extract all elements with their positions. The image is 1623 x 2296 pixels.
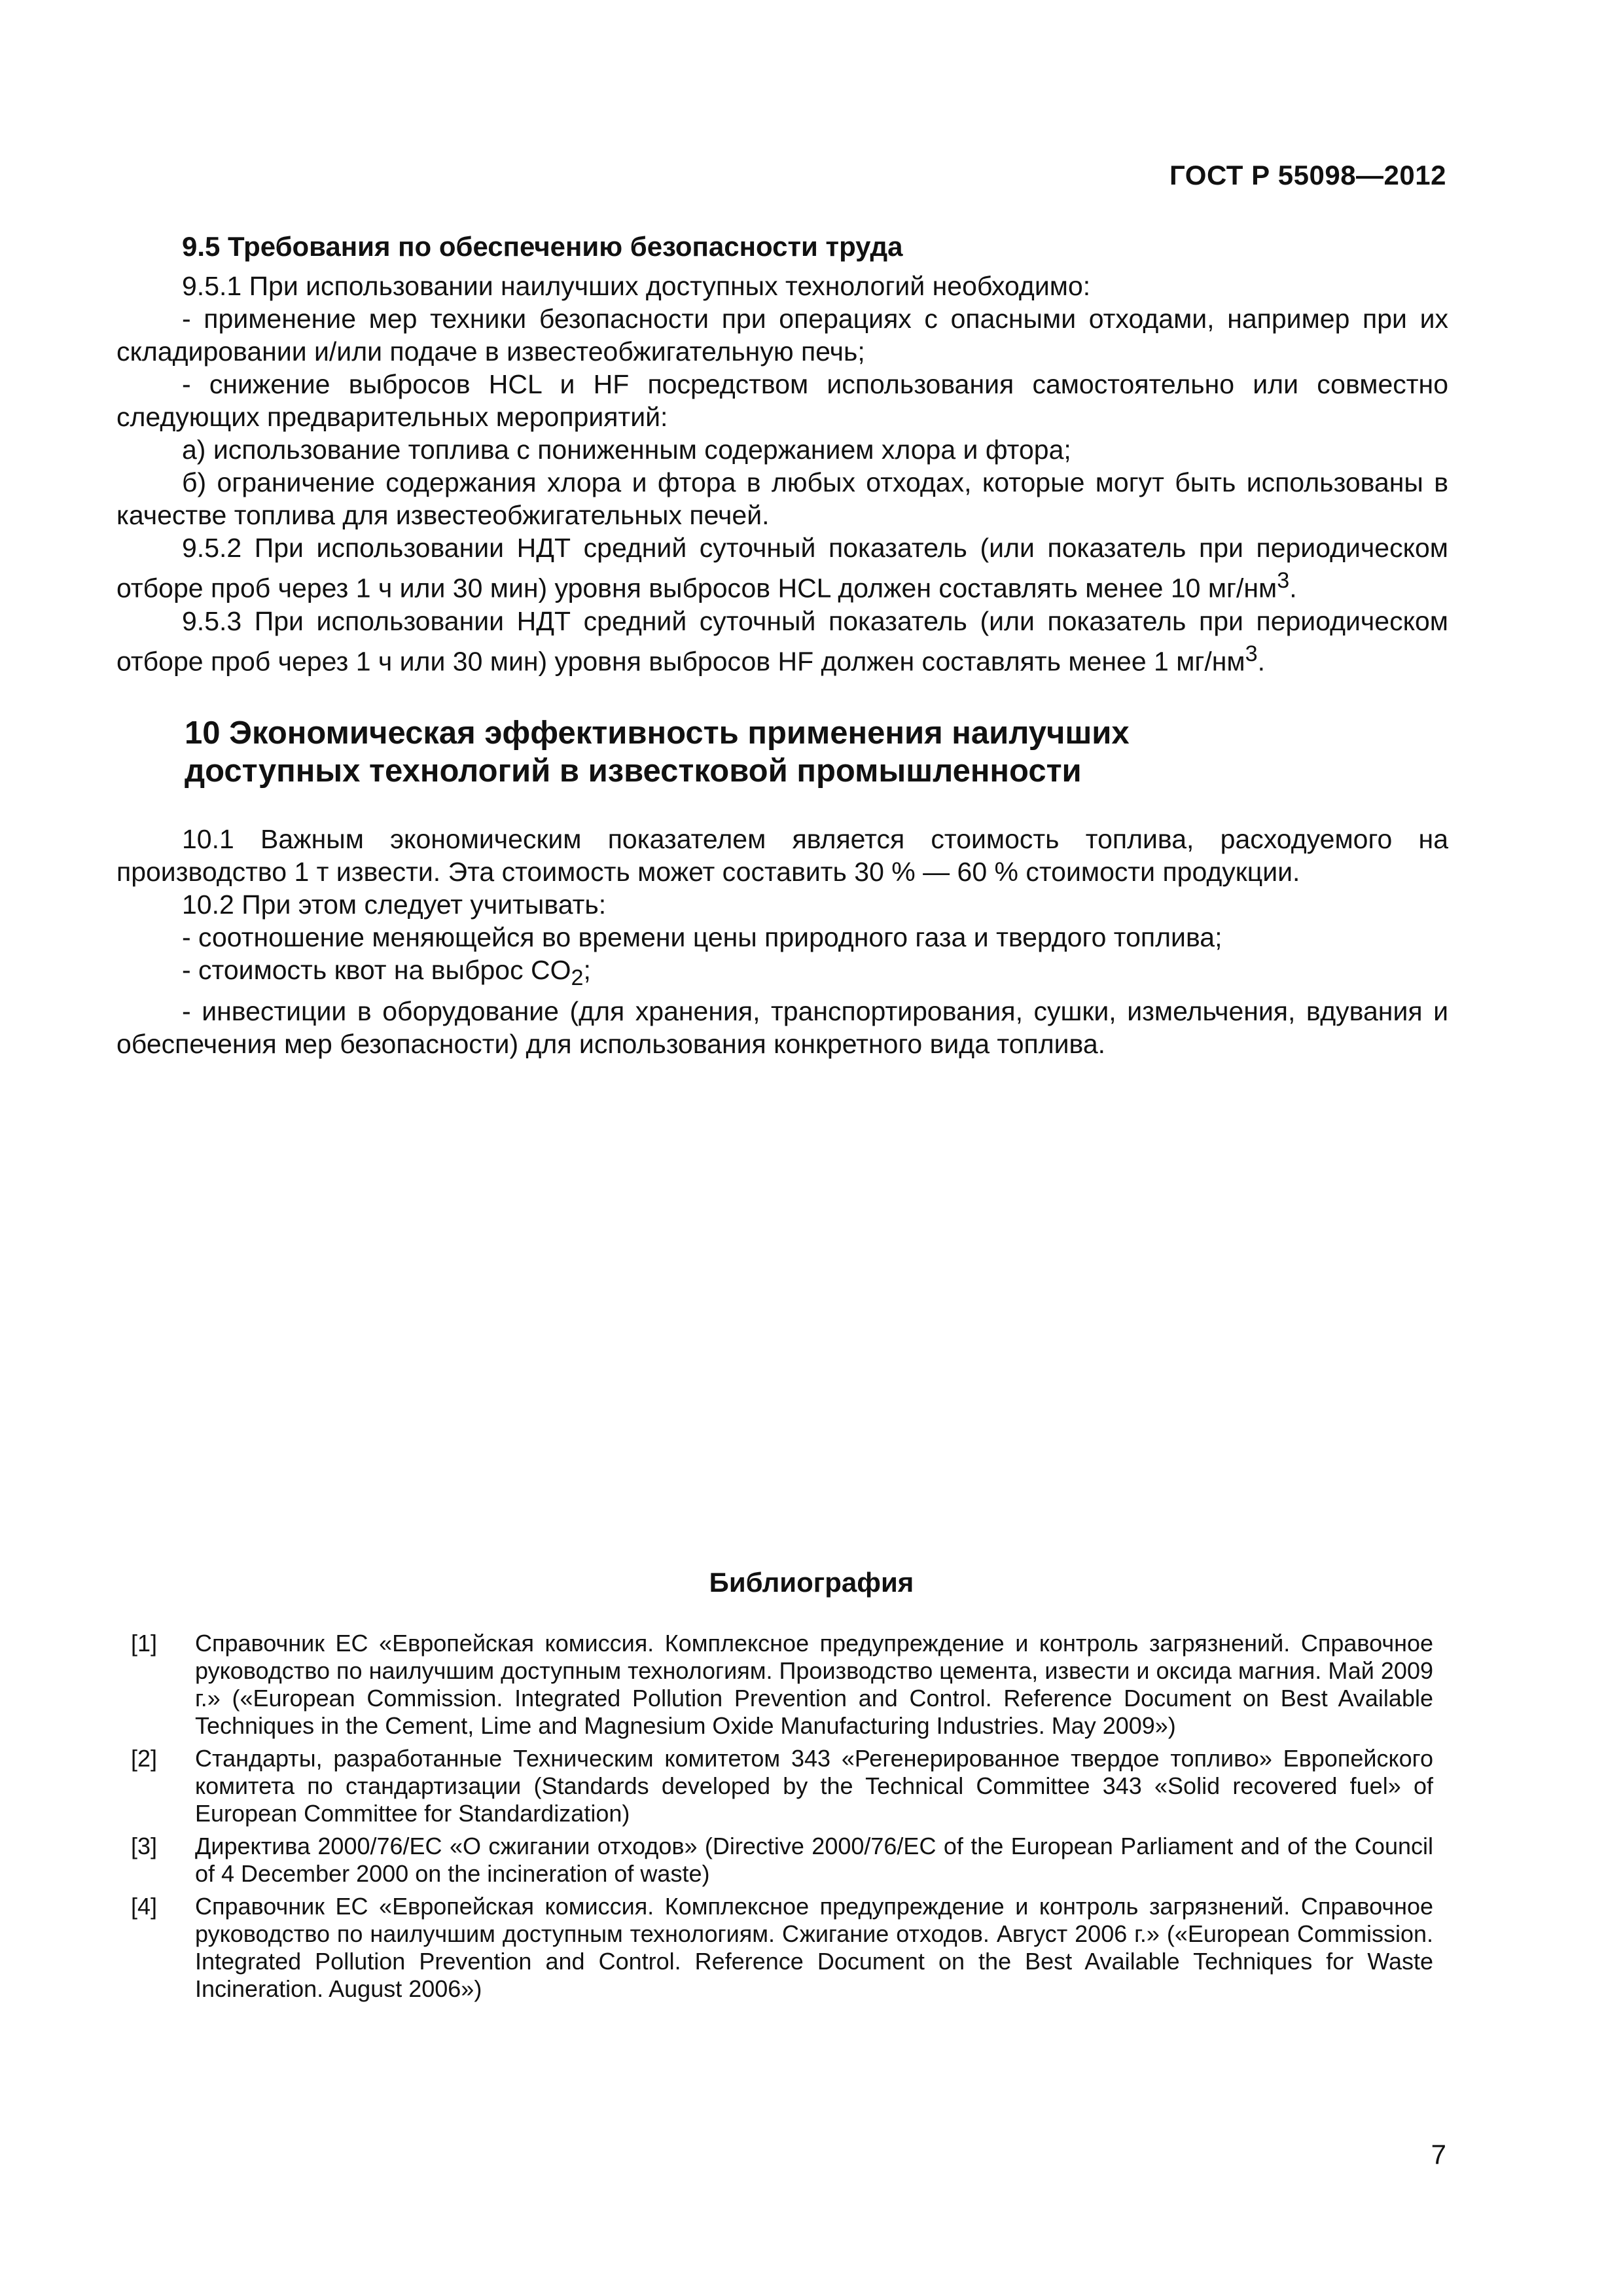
paragraph-9-5-1: 9.5.1 При использовании наилучших доступных технологий необходимо: — [182, 271, 1091, 301]
bibliography-text: Справочник ЕС «Европейская комиссия. Комплексное предупреждение и контроль загрязнений. Справочное руководство по наилучшим доступным технологиям. Сжигание отходов. Август 2006 г.» («European Commission. Integrated Pollution Prevention and Control. Reference Document on the Best Available Techniques for Waste Incineration. August 2006») — [195, 1893, 1433, 2002]
bibliography-item — [131, 1745, 1433, 1827]
item-a: а) использование топлива с пониженным содержанием хлора и фтора; — [182, 435, 1071, 465]
bibliography-number: [1] — [131, 1630, 158, 1657]
bibliography-number: [3] — [131, 1833, 158, 1859]
paragraph-10-1: 10.1 Важным экономическим показателем является стоимость топлива, расходуемого на производство 1 т извести. Эта стоимость может составить 30 % — 60 % стоимости продукции. — [116, 824, 1448, 888]
bibliography-item — [131, 1630, 1433, 1740]
bullet-co2-quota: - стоимость квот на выброс $CO_2$; — [182, 955, 591, 991]
document-code: ГОСТ Р 55098—2012 — [1169, 160, 1446, 190]
bibliography-title: Библиография — [709, 1567, 914, 1598]
page-number: 7 — [1431, 2139, 1446, 2170]
bullet-investments: - инвестиции в оборудование (для хранения, транспортирования, сушки, измельчения, вдувания и обеспечения мер безопасности) для использования конкретного вида топлива. — [116, 996, 1448, 1059]
paragraph-9-5-2: 9.5.2 При использовании НДТ средний суточный показатель (или показатель при периодическом отборе проб через 1 ч или 30 мин) уровня выбросов HCL должен составлять менее 10 $мг/нм^3$. — [116, 533, 1448, 603]
bibliography-text: Стандарты, разработанные Техническим комитетом 343 «Регенерированное твердое топливо» Европейского комитета по стандартизации (Standards developed by the Technical Committee 343 «Solid recovered fuel» of European Committee for Standardization) — [195, 1745, 1433, 1827]
paragraph-9-5-3: 9.5.3 При использовании НДТ средний суточный показатель (или показатель при периодическом отборе проб через 1 ч или 30 мин) уровня выбросов HF должен составлять менее 1 $мг/нм^3$. — [116, 605, 1448, 677]
section-10-heading-line1: 10 Экономическая эффективность применения наилучших — [185, 715, 1130, 751]
bibliography-item — [131, 1833, 1433, 1888]
bibliography-text: Справочник ЕС «Европейская комиссия. Комплексное предупреждение и контроль загрязнений. Справочное руководство по наилучшим доступным технологиям. Производство цемента, извести и оксида магния. Май 2009 г.» («European Commission. Integrated Pollution Prevention and Control. Reference Document on Best Available Techniques in the Cement, Lime and Magnesium Oxide Manufacturing Industries. May 2009») — [195, 1630, 1433, 1739]
bibliography-list — [131, 1630, 1433, 2008]
bibliography-number: [2] — [131, 1745, 158, 1772]
main-content — [116, 230, 1448, 1060]
superscript: 3 — [1245, 641, 1258, 666]
paragraph-10-2: 10.2 При этом следует учитывать: — [182, 889, 607, 920]
bullet-safety-measures: - применение мер техники безопасности при операциях с опасными отходами, например при их складировании и/или подаче в известеобжигательную печь; — [116, 304, 1448, 367]
item-b: б) ограничение содержания хлора и фтора в любых отходах, которые могут быть использованы в качестве топлива для известеобжигательных печей. — [116, 467, 1448, 530]
bibliography-number: [4] — [131, 1893, 158, 1920]
subscript: 2 — [571, 965, 584, 991]
bibliography-item — [131, 1893, 1433, 2003]
section-10-heading-line2: доступных технологий в известковой промышленности — [185, 753, 1082, 789]
bullet-price-ratio: - соотношение меняющейся во времени цены природного газа и твердого топлива; — [182, 922, 1222, 953]
section-9-5-heading: 9.5 Требования по обеспечению безопасности труда — [182, 231, 903, 262]
bullet-emission-reduction: - снижение выбросов HCL и HF посредством использования самостоятельно или совместно следующих предварительных мероприятий: — [116, 369, 1448, 432]
bibliography-text: Директива 2000/76/ЕС «О сжигании отходов» (Directive 2000/76/EC of the European Parliament and of the Council of 4 December 2000 on the incineration of waste) — [195, 1833, 1433, 1887]
section-10-heading — [185, 714, 1297, 790]
superscript: 3 — [1277, 568, 1290, 593]
